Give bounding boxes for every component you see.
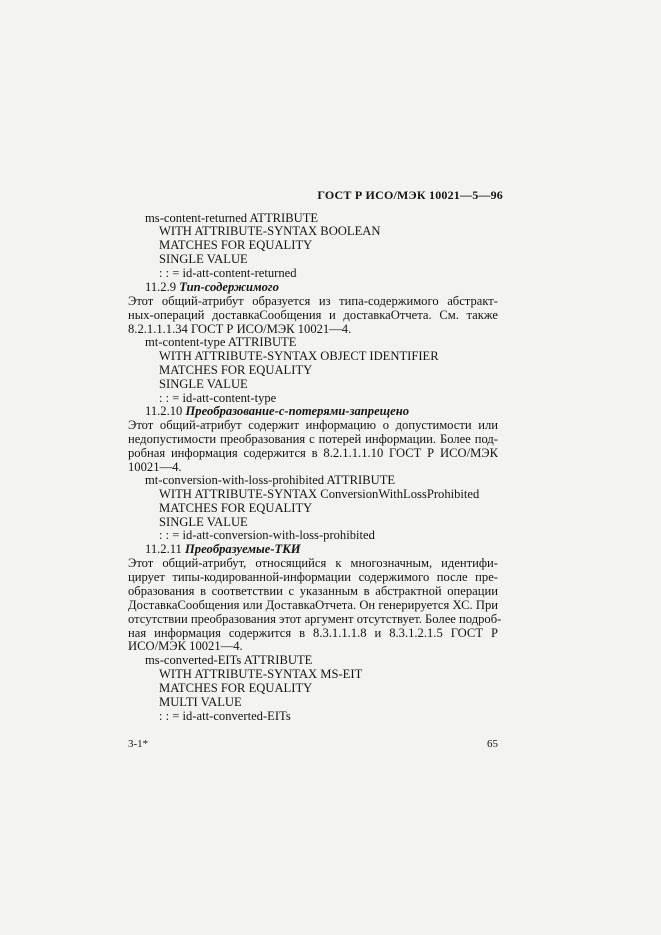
asn-definition-line: MATCHES FOR EQUALITY [159, 238, 313, 252]
asn-definition-line: WITH ATTRIBUTE-SYNTAX BOOLEAN [159, 224, 381, 238]
paragraph-line: цирует типы-кодированной-информации содержимого после пре- [128, 570, 498, 584]
asn-definition-line: WITH ATTRIBUTE-SYNTAX MS-EIT [159, 667, 363, 681]
paragraph-line: ИСО/МЭК 10021—4. [128, 639, 243, 653]
asn-definition-line: SINGLE VALUE [159, 377, 248, 391]
paragraph-line: Этот общий-атрибут образуется из типа-содержимого абстракт- [128, 294, 498, 308]
paragraph-line: недопустимости преобразования с потерей информации. Более под- [128, 432, 498, 446]
asn-definition-line: MATCHES FOR EQUALITY [159, 363, 313, 377]
signature-mark: 3-1* [128, 738, 149, 750]
paragraph-line: робная информация содержится в 8.2.1.1.1.10 ГОСТ Р ИСО/МЭК [128, 446, 498, 460]
asn-definition-line: WITH ATTRIBUTE-SYNTAX ConversionWithLossProhibited [159, 487, 480, 501]
section-heading [145, 542, 301, 557]
section-number: 11.2.10 [145, 404, 183, 418]
asn-definition-line: ms-content-returned ATTRIBUTE [145, 211, 319, 225]
paragraph-line: образования в соответствии с указанным в абстрактной операции [128, 584, 498, 598]
asn-definition-line: SINGLE VALUE [159, 515, 248, 529]
section-number: 11.2.9 [145, 280, 177, 294]
paragraph-line: Этот общий-атрибут содержит информацию о допустимости или [128, 418, 498, 432]
paragraph-line: 8.2.1.1.1.34 ГОСТ Р ИСО/МЭК 10021—4. [128, 322, 352, 336]
asn-definition-line: : : = id-att-converted-EITs [159, 709, 291, 723]
section-number: 11.2.11 [145, 542, 182, 556]
asn-definition-line: : : = id-att-content-returned [159, 266, 297, 280]
asn-definition-line: WITH ATTRIBUTE-SYNTAX OBJECT IDENTIFIER [159, 349, 439, 363]
asn-definition-line: SINGLE VALUE [159, 252, 248, 266]
section-heading [145, 280, 279, 295]
section-title: Тип-содержимого [179, 280, 279, 294]
asn-definition-line: MULTI VALUE [159, 695, 242, 709]
standard-header: ГОСТ Р ИСО/МЭК 10021—5—96 [317, 188, 503, 202]
paragraph-line: 10021—4. [128, 460, 182, 474]
page-number: 65 [487, 738, 498, 750]
paragraph-line: ДоставкаСообщения или ДоставкаОтчета. Он генерируется ХС. При [128, 598, 498, 612]
asn-definition-line: ms-converted-EITs ATTRIBUTE [145, 653, 313, 667]
paragraph-line: отсутствии преобразования этот аргумент отсутствует. Более подроб- [128, 612, 502, 626]
asn-definition-line: : : = id-att-conversion-with-loss-prohibited [159, 528, 375, 542]
asn-definition-line: mt-conversion-with-loss-prohibited ATTRIBUTE [145, 473, 396, 487]
asn-definition-line: MATCHES FOR EQUALITY [159, 501, 313, 515]
section-heading [145, 404, 409, 419]
section-title: Преобразование-с-потерями-запрещено [185, 404, 410, 418]
paragraph-line: Этот общий-атрибут, относящийся к многозначным, идентифи- [128, 556, 498, 570]
section-title: Преобразуемые-ТКИ [185, 542, 301, 556]
asn-definition-line: mt-content-type ATTRIBUTE [145, 335, 297, 349]
asn-definition-line: MATCHES FOR EQUALITY [159, 681, 313, 695]
asn-definition-line: : : = id-att-content-type [159, 391, 277, 405]
paragraph-line: ных-операций доставкаСообщения и доставкаОтчета. См. также [128, 308, 498, 322]
paragraph-line: ная информация содержится в 8.3.1.1.1.8 и 8.3.1.2.1.5 ГОСТ Р [128, 626, 498, 640]
